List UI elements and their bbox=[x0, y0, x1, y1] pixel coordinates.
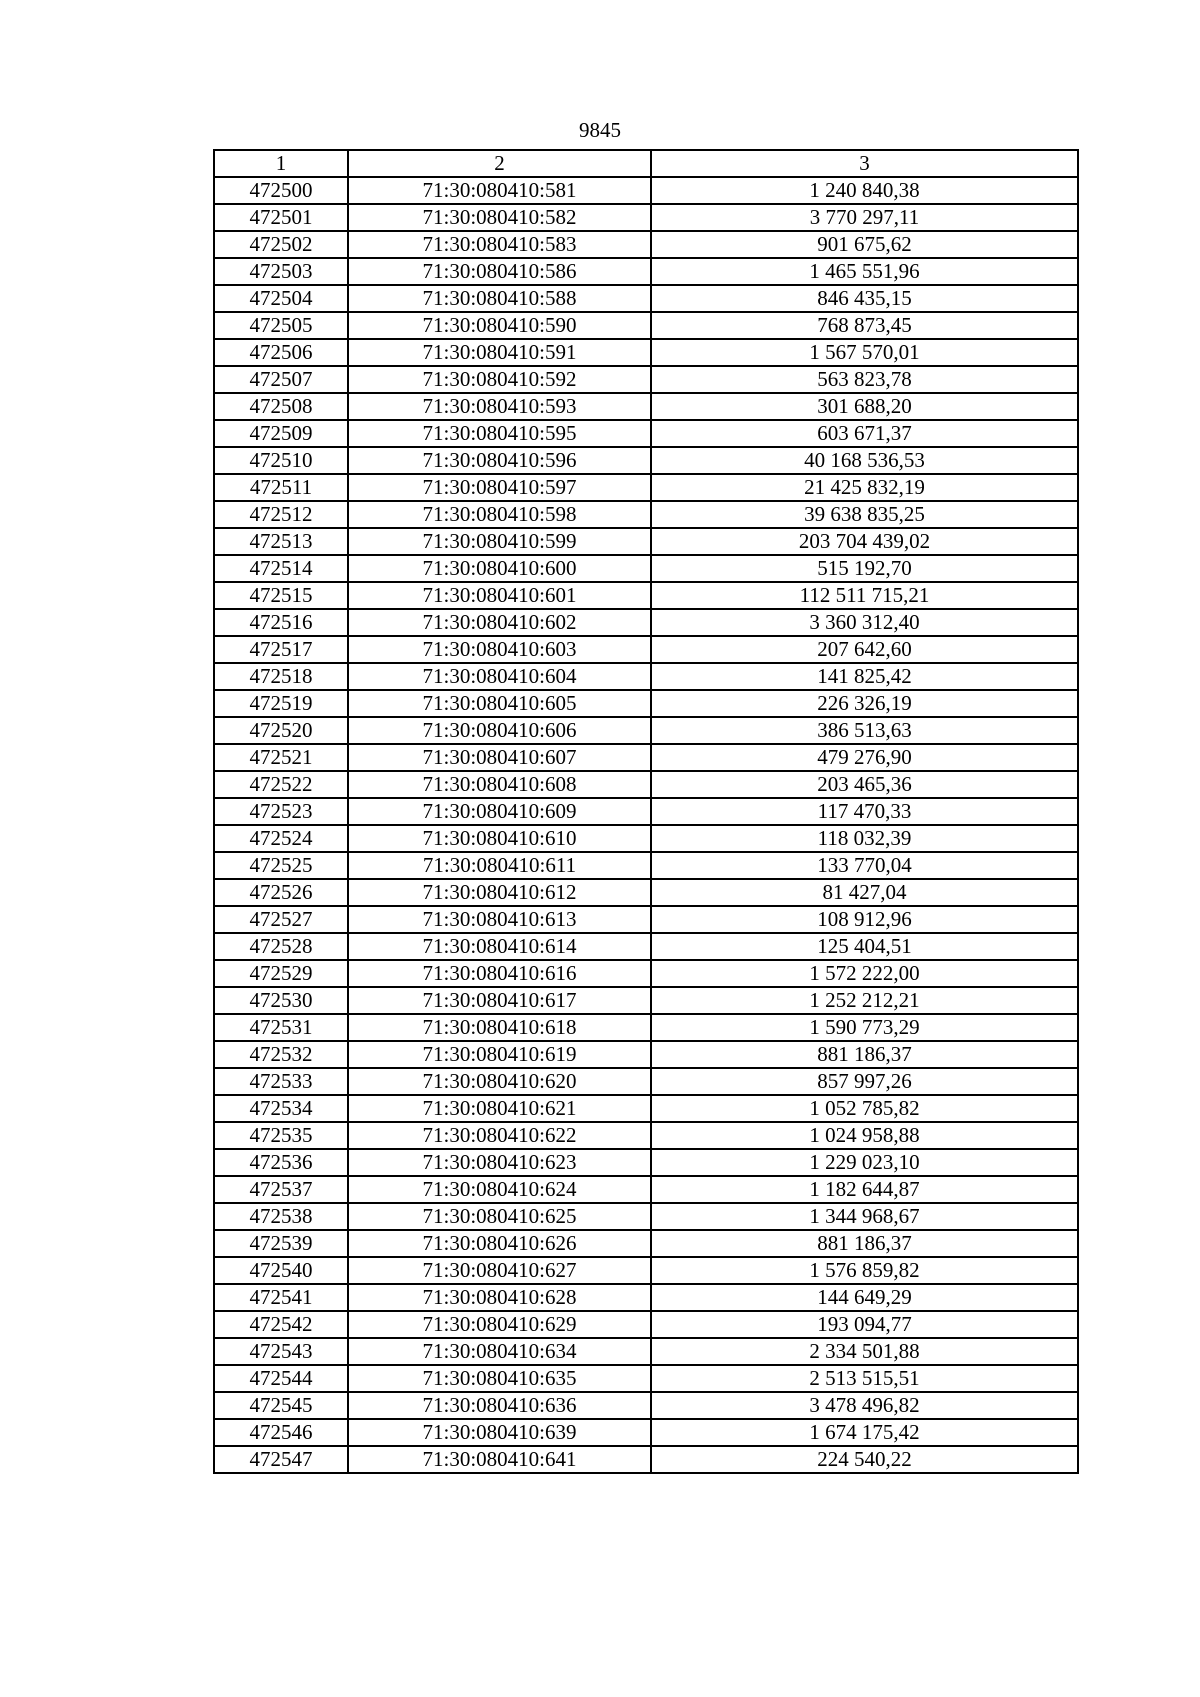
row-number-cell: 472508 bbox=[214, 393, 348, 420]
cadastral-number-cell: 71:30:080410:624 bbox=[348, 1176, 651, 1203]
cadastral-number-cell: 71:30:080410:598 bbox=[348, 501, 651, 528]
cadastral-number-cell: 71:30:080410:620 bbox=[348, 1068, 651, 1095]
value-cell: 1 465 551,96 bbox=[651, 258, 1078, 285]
row-number-cell: 472529 bbox=[214, 960, 348, 987]
cadastral-number-cell: 71:30:080410:597 bbox=[348, 474, 651, 501]
row-number-cell: 472527 bbox=[214, 906, 348, 933]
row-number-cell: 472524 bbox=[214, 825, 348, 852]
row-number-cell: 472505 bbox=[214, 312, 348, 339]
row-number-cell: 472507 bbox=[214, 366, 348, 393]
table-row bbox=[214, 771, 1078, 798]
row-number-cell: 472537 bbox=[214, 1176, 348, 1203]
row-number-cell: 472544 bbox=[214, 1365, 348, 1392]
value-cell: 301 688,20 bbox=[651, 393, 1078, 420]
cadastral-number-cell: 71:30:080410:596 bbox=[348, 447, 651, 474]
row-number-cell: 472514 bbox=[214, 555, 348, 582]
table-row bbox=[214, 1392, 1078, 1419]
row-number-cell: 472530 bbox=[214, 987, 348, 1014]
column-header-1: 1 bbox=[214, 150, 348, 177]
cadastral-number-cell: 71:30:080410:591 bbox=[348, 339, 651, 366]
row-number-cell: 472510 bbox=[214, 447, 348, 474]
table-row bbox=[214, 798, 1078, 825]
table-row bbox=[214, 312, 1078, 339]
row-number-cell: 472525 bbox=[214, 852, 348, 879]
cadastral-number-cell: 71:30:080410:595 bbox=[348, 420, 651, 447]
value-cell: 3 478 496,82 bbox=[651, 1392, 1078, 1419]
table-row bbox=[214, 1284, 1078, 1311]
cadastral-number-cell: 71:30:080410:639 bbox=[348, 1419, 651, 1446]
value-cell: 479 276,90 bbox=[651, 744, 1078, 771]
table-row bbox=[214, 1230, 1078, 1257]
value-cell: 1 229 023,10 bbox=[651, 1149, 1078, 1176]
cadastral-number-cell: 71:30:080410:617 bbox=[348, 987, 651, 1014]
value-cell: 108 912,96 bbox=[651, 906, 1078, 933]
row-number-cell: 472520 bbox=[214, 717, 348, 744]
row-number-cell: 472546 bbox=[214, 1419, 348, 1446]
table-row bbox=[214, 1419, 1078, 1446]
value-cell: 118 032,39 bbox=[651, 825, 1078, 852]
row-number-cell: 472545 bbox=[214, 1392, 348, 1419]
table-row bbox=[214, 663, 1078, 690]
table-row bbox=[214, 204, 1078, 231]
value-cell: 81 427,04 bbox=[651, 879, 1078, 906]
value-cell: 768 873,45 bbox=[651, 312, 1078, 339]
cadastral-number-cell: 71:30:080410:607 bbox=[348, 744, 651, 771]
value-cell: 1 252 212,21 bbox=[651, 987, 1078, 1014]
data-table bbox=[213, 149, 1079, 1474]
table-row bbox=[214, 906, 1078, 933]
row-number-cell: 472540 bbox=[214, 1257, 348, 1284]
table-row bbox=[214, 582, 1078, 609]
cadastral-number-cell: 71:30:080410:629 bbox=[348, 1311, 651, 1338]
table-row bbox=[214, 258, 1078, 285]
value-cell: 133 770,04 bbox=[651, 852, 1078, 879]
value-cell: 1 567 570,01 bbox=[651, 339, 1078, 366]
table-row bbox=[214, 1446, 1078, 1473]
row-number-cell: 472522 bbox=[214, 771, 348, 798]
value-cell: 846 435,15 bbox=[651, 285, 1078, 312]
row-number-cell: 472502 bbox=[214, 231, 348, 258]
cadastral-number-cell: 71:30:080410:623 bbox=[348, 1149, 651, 1176]
value-cell: 386 513,63 bbox=[651, 717, 1078, 744]
value-cell: 2 334 501,88 bbox=[651, 1338, 1078, 1365]
value-cell: 193 094,77 bbox=[651, 1311, 1078, 1338]
row-number-cell: 472539 bbox=[214, 1230, 348, 1257]
table-row bbox=[214, 1095, 1078, 1122]
table-row bbox=[214, 420, 1078, 447]
cadastral-number-cell: 71:30:080410:613 bbox=[348, 906, 651, 933]
row-number-cell: 472500 bbox=[214, 177, 348, 204]
value-cell: 1 674 175,42 bbox=[651, 1419, 1078, 1446]
cadastral-number-cell: 71:30:080410:582 bbox=[348, 204, 651, 231]
cadastral-number-cell: 71:30:080410:625 bbox=[348, 1203, 651, 1230]
value-cell: 207 642,60 bbox=[651, 636, 1078, 663]
column-header-2: 2 bbox=[348, 150, 651, 177]
cadastral-number-cell: 71:30:080410:626 bbox=[348, 1230, 651, 1257]
cadastral-number-cell: 71:30:080410:609 bbox=[348, 798, 651, 825]
value-cell: 226 326,19 bbox=[651, 690, 1078, 717]
row-number-cell: 472501 bbox=[214, 204, 348, 231]
row-number-cell: 472509 bbox=[214, 420, 348, 447]
value-cell: 1 024 958,88 bbox=[651, 1122, 1078, 1149]
row-number-cell: 472543 bbox=[214, 1338, 348, 1365]
cadastral-number-cell: 71:30:080410:590 bbox=[348, 312, 651, 339]
cadastral-number-cell: 71:30:080410:636 bbox=[348, 1392, 651, 1419]
row-number-cell: 472526 bbox=[214, 879, 348, 906]
value-cell: 112 511 715,21 bbox=[651, 582, 1078, 609]
cadastral-number-cell: 71:30:080410:616 bbox=[348, 960, 651, 987]
table-header-row bbox=[214, 150, 1078, 177]
cadastral-number-cell: 71:30:080410:608 bbox=[348, 771, 651, 798]
row-number-cell: 472547 bbox=[214, 1446, 348, 1473]
cadastral-number-cell: 71:30:080410:634 bbox=[348, 1338, 651, 1365]
cadastral-number-cell: 71:30:080410:588 bbox=[348, 285, 651, 312]
value-cell: 901 675,62 bbox=[651, 231, 1078, 258]
value-cell: 563 823,78 bbox=[651, 366, 1078, 393]
table-row bbox=[214, 879, 1078, 906]
row-number-cell: 472528 bbox=[214, 933, 348, 960]
value-cell: 40 168 536,53 bbox=[651, 447, 1078, 474]
row-number-cell: 472513 bbox=[214, 528, 348, 555]
cadastral-number-cell: 71:30:080410:592 bbox=[348, 366, 651, 393]
table-row bbox=[214, 1014, 1078, 1041]
value-cell: 203 704 439,02 bbox=[651, 528, 1078, 555]
row-number-cell: 472541 bbox=[214, 1284, 348, 1311]
table-row bbox=[214, 501, 1078, 528]
cadastral-number-cell: 71:30:080410:621 bbox=[348, 1095, 651, 1122]
table-row bbox=[214, 339, 1078, 366]
cadastral-number-cell: 71:30:080410:606 bbox=[348, 717, 651, 744]
table-row bbox=[214, 933, 1078, 960]
value-cell: 125 404,51 bbox=[651, 933, 1078, 960]
row-number-cell: 472534 bbox=[214, 1095, 348, 1122]
table-row bbox=[214, 825, 1078, 852]
cadastral-number-cell: 71:30:080410:603 bbox=[348, 636, 651, 663]
table-row bbox=[214, 528, 1078, 555]
row-number-cell: 472542 bbox=[214, 1311, 348, 1338]
cadastral-number-cell: 71:30:080410:581 bbox=[348, 177, 651, 204]
value-cell: 1 182 644,87 bbox=[651, 1176, 1078, 1203]
value-cell: 117 470,33 bbox=[651, 798, 1078, 825]
row-number-cell: 472504 bbox=[214, 285, 348, 312]
value-cell: 1 572 222,00 bbox=[651, 960, 1078, 987]
row-number-cell: 472511 bbox=[214, 474, 348, 501]
table-row bbox=[214, 690, 1078, 717]
row-number-cell: 472515 bbox=[214, 582, 348, 609]
table-row bbox=[214, 960, 1078, 987]
value-cell: 21 425 832,19 bbox=[651, 474, 1078, 501]
cadastral-number-cell: 71:30:080410:605 bbox=[348, 690, 651, 717]
cadastral-number-cell: 71:30:080410:641 bbox=[348, 1446, 651, 1473]
row-number-cell: 472523 bbox=[214, 798, 348, 825]
row-number-cell: 472533 bbox=[214, 1068, 348, 1095]
value-cell: 515 192,70 bbox=[651, 555, 1078, 582]
row-number-cell: 472517 bbox=[214, 636, 348, 663]
value-cell: 857 997,26 bbox=[651, 1068, 1078, 1095]
table-row bbox=[214, 285, 1078, 312]
table-row bbox=[214, 1203, 1078, 1230]
table-row bbox=[214, 1068, 1078, 1095]
value-cell: 1 052 785,82 bbox=[651, 1095, 1078, 1122]
row-number-cell: 472531 bbox=[214, 1014, 348, 1041]
value-cell: 144 649,29 bbox=[651, 1284, 1078, 1311]
cadastral-number-cell: 71:30:080410:635 bbox=[348, 1365, 651, 1392]
cadastral-number-cell: 71:30:080410:593 bbox=[348, 393, 651, 420]
cadastral-number-cell: 71:30:080410:627 bbox=[348, 1257, 651, 1284]
row-number-cell: 472538 bbox=[214, 1203, 348, 1230]
value-cell: 203 465,36 bbox=[651, 771, 1078, 798]
cadastral-number-cell: 71:30:080410:622 bbox=[348, 1122, 651, 1149]
cadastral-number-cell: 71:30:080410:614 bbox=[348, 933, 651, 960]
value-cell: 3 770 297,11 bbox=[651, 204, 1078, 231]
cadastral-number-cell: 71:30:080410:612 bbox=[348, 879, 651, 906]
table-row bbox=[214, 1365, 1078, 1392]
table-row bbox=[214, 636, 1078, 663]
table-row bbox=[214, 1176, 1078, 1203]
value-cell: 603 671,37 bbox=[651, 420, 1078, 447]
table-row bbox=[214, 1149, 1078, 1176]
cadastral-number-cell: 71:30:080410:628 bbox=[348, 1284, 651, 1311]
value-cell: 1 590 773,29 bbox=[651, 1014, 1078, 1041]
row-number-cell: 472518 bbox=[214, 663, 348, 690]
cadastral-number-cell: 71:30:080410:586 bbox=[348, 258, 651, 285]
table-row bbox=[214, 447, 1078, 474]
value-cell: 3 360 312,40 bbox=[651, 609, 1078, 636]
row-number-cell: 472532 bbox=[214, 1041, 348, 1068]
cadastral-number-cell: 71:30:080410:610 bbox=[348, 825, 651, 852]
value-cell: 2 513 515,51 bbox=[651, 1365, 1078, 1392]
cadastral-number-cell: 71:30:080410:583 bbox=[348, 231, 651, 258]
cadastral-number-cell: 71:30:080410:602 bbox=[348, 609, 651, 636]
table-row bbox=[214, 609, 1078, 636]
table-row bbox=[214, 744, 1078, 771]
cadastral-number-cell: 71:30:080410:619 bbox=[348, 1041, 651, 1068]
cadastral-number-cell: 71:30:080410:599 bbox=[348, 528, 651, 555]
cadastral-number-cell: 71:30:080410:601 bbox=[348, 582, 651, 609]
table-row bbox=[214, 474, 1078, 501]
value-cell: 1 344 968,67 bbox=[651, 1203, 1078, 1230]
table-row bbox=[214, 231, 1078, 258]
row-number-cell: 472519 bbox=[214, 690, 348, 717]
table-body bbox=[214, 177, 1078, 1473]
value-cell: 39 638 835,25 bbox=[651, 501, 1078, 528]
table-row bbox=[214, 366, 1078, 393]
table-row bbox=[214, 1338, 1078, 1365]
row-number-cell: 472536 bbox=[214, 1149, 348, 1176]
value-cell: 881 186,37 bbox=[651, 1230, 1078, 1257]
table-row bbox=[214, 1041, 1078, 1068]
table-row bbox=[214, 987, 1078, 1014]
cadastral-number-cell: 71:30:080410:604 bbox=[348, 663, 651, 690]
row-number-cell: 472512 bbox=[214, 501, 348, 528]
row-number-cell: 472503 bbox=[214, 258, 348, 285]
cadastral-number-cell: 71:30:080410:600 bbox=[348, 555, 651, 582]
table-row bbox=[214, 717, 1078, 744]
table-row bbox=[214, 1311, 1078, 1338]
table-row bbox=[214, 555, 1078, 582]
table-row bbox=[214, 1257, 1078, 1284]
value-cell: 141 825,42 bbox=[651, 663, 1078, 690]
table-row bbox=[214, 1122, 1078, 1149]
cadastral-number-cell: 71:30:080410:611 bbox=[348, 852, 651, 879]
table-row bbox=[214, 393, 1078, 420]
row-number-cell: 472516 bbox=[214, 609, 348, 636]
table-row bbox=[214, 852, 1078, 879]
value-cell: 224 540,22 bbox=[651, 1446, 1078, 1473]
row-number-cell: 472535 bbox=[214, 1122, 348, 1149]
column-header-3: 3 bbox=[651, 150, 1078, 177]
row-number-cell: 472521 bbox=[214, 744, 348, 771]
value-cell: 1 576 859,82 bbox=[651, 1257, 1078, 1284]
value-cell: 1 240 840,38 bbox=[651, 177, 1078, 204]
table-row bbox=[214, 177, 1078, 204]
cadastral-number-cell: 71:30:080410:618 bbox=[348, 1014, 651, 1041]
row-number-cell: 472506 bbox=[214, 339, 348, 366]
value-cell: 881 186,37 bbox=[651, 1041, 1078, 1068]
page-number: 9845 bbox=[579, 118, 621, 142]
